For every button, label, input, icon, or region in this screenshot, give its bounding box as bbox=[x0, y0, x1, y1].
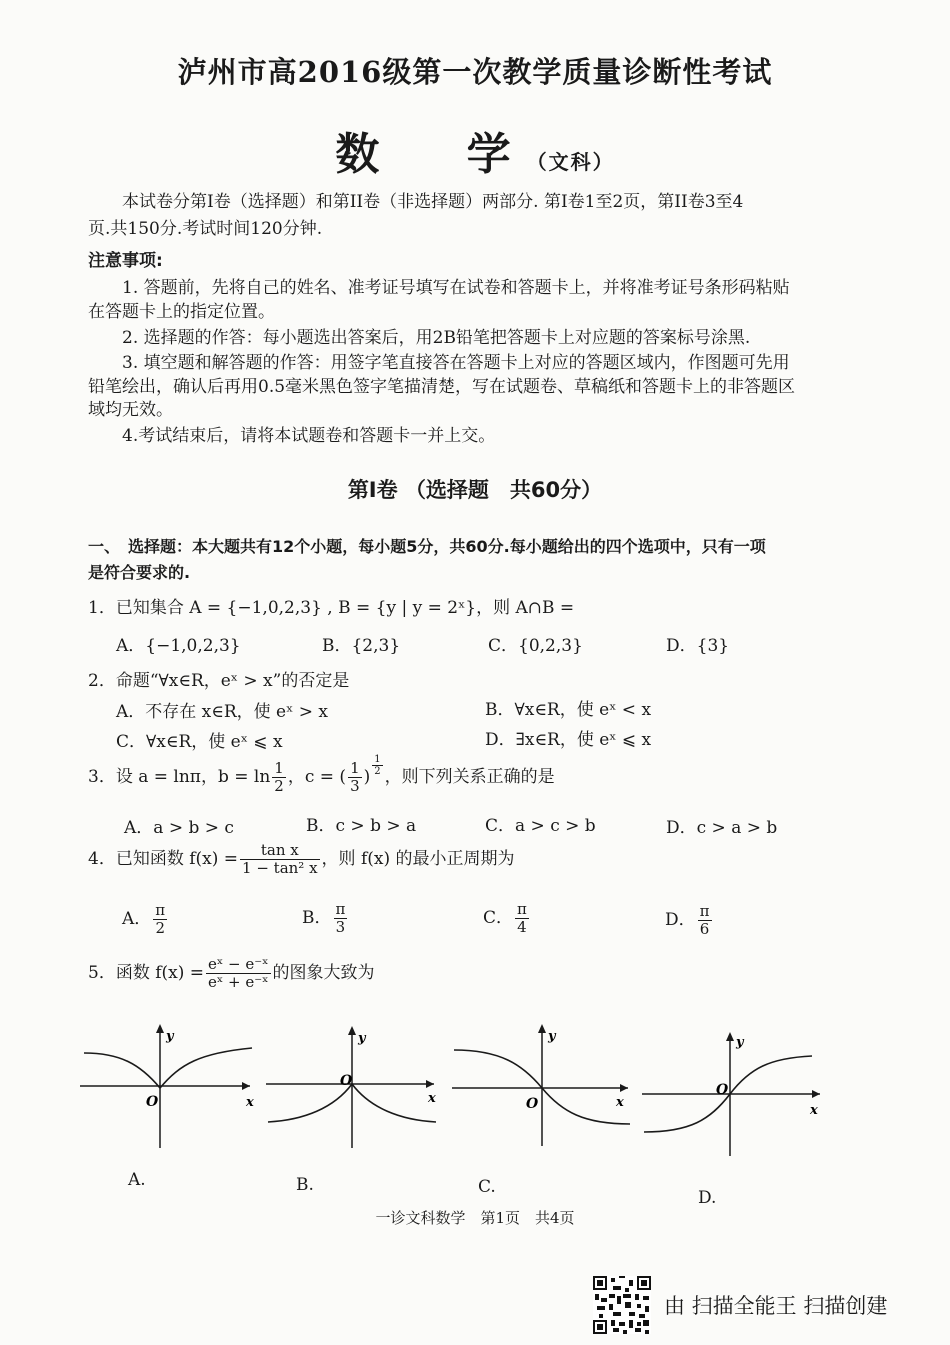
q5-graph-d-y: y bbox=[736, 1035, 744, 1050]
q5-graph-d-label: D. bbox=[698, 1188, 717, 1208]
q3-third-num: 1 bbox=[350, 759, 360, 777]
q5-graph-d bbox=[640, 1028, 830, 1158]
q2-option-d: D．∃x∈R，使 eˣ ⩽ x bbox=[485, 730, 652, 750]
notice-heading: 注意事项: bbox=[88, 251, 163, 271]
q4-b-label: B． bbox=[302, 908, 332, 928]
section-instructions-b: 是符合要求的. bbox=[88, 563, 191, 582]
q4-d-den: 6 bbox=[699, 920, 710, 938]
q5-graph-b-label: B. bbox=[296, 1175, 314, 1195]
q4-a-den: 2 bbox=[155, 919, 165, 937]
q4-c-num: π bbox=[517, 900, 527, 918]
q5-graph-d-x: x bbox=[810, 1103, 818, 1118]
subject-title bbox=[0, 118, 950, 182]
q4-c-label: C． bbox=[483, 908, 514, 928]
q5-text-1: 5．函数 f(x) = bbox=[88, 963, 205, 983]
q5-graph-b-y: y bbox=[358, 1031, 366, 1046]
q4-a-num: π bbox=[155, 901, 166, 919]
q3-frac-half bbox=[272, 760, 286, 795]
q1-option-b: B．{2,3} bbox=[322, 636, 401, 656]
intro-line-2: 页.共150分.考试时间120分钟. bbox=[88, 219, 323, 239]
q4-d-num: π bbox=[699, 902, 710, 920]
section-title: 第I卷 （选择题 共60分） bbox=[347, 478, 603, 502]
q3-stem bbox=[88, 754, 555, 795]
q2-stem: 2．命题“∀x∈R，eˣ > x”的否定是 bbox=[88, 671, 350, 691]
q5-graph-a-x: x bbox=[246, 1095, 254, 1110]
q1-option-c: C．{0,2,3} bbox=[488, 636, 583, 656]
q5-graph-d-origin: O bbox=[716, 1082, 729, 1098]
q5-graph-b-origin: O bbox=[340, 1073, 353, 1089]
q4-a-frac bbox=[153, 902, 167, 937]
q3-option-d: D．c > a > b bbox=[666, 818, 778, 838]
q4-c-den: 4 bbox=[517, 918, 527, 936]
q1-option-a: A．{−1,0,2,3} bbox=[116, 636, 241, 656]
notice-item-4: 4.考试结束后，请将本试题卷和答题卡一并上交。 bbox=[122, 426, 496, 446]
q3-frac-third bbox=[348, 760, 362, 795]
q3-text-3: ) bbox=[363, 767, 371, 787]
q4-b-num: π bbox=[335, 900, 346, 918]
q2-option-b: B．∀x∈R，使 eˣ < x bbox=[485, 700, 652, 720]
q4-text-2: ，则 f(x) 的最小正周期为 bbox=[321, 849, 515, 869]
q5-graph-a bbox=[80, 1020, 260, 1150]
q5-graph-b-x: x bbox=[428, 1091, 436, 1106]
subject-subtitle: （文科） bbox=[526, 150, 615, 174]
q4-den: 1 − tan² x bbox=[242, 859, 318, 877]
q3-exp-den: 2 bbox=[374, 766, 381, 777]
q5-graph-c bbox=[450, 1020, 640, 1150]
q4-fraction bbox=[240, 842, 320, 877]
q3-text-1: 3．设 a = lnπ，b = ln bbox=[88, 767, 271, 787]
q5-fraction bbox=[206, 956, 271, 991]
q4-option-a bbox=[122, 902, 169, 937]
q3-half-den: 2 bbox=[274, 777, 284, 795]
qr-code-icon bbox=[593, 1276, 651, 1334]
notice-item-2: 2. 选择题的作答：每小题选出答案后，用2B铅笔把答题卡上对应题的答案标号涂黑. bbox=[122, 328, 751, 348]
q4-option-c bbox=[483, 901, 531, 936]
q1-option-d: D．{3} bbox=[666, 636, 730, 656]
q3-text-2: ，c = ( bbox=[287, 767, 347, 787]
scanner-watermark: 由 扫描全能王 扫描创建 bbox=[664, 1294, 888, 1318]
intro-line-1: 本试卷分第I卷（选择题）和第II卷（非选择题）两部分. 第I卷1至2页，第II卷3至4 bbox=[122, 192, 744, 212]
notice-item-1b: 在答题卡上的指定位置。 bbox=[88, 302, 275, 322]
exam-title: 泸州市高2016级第一次教学质量诊断性考试 bbox=[177, 55, 773, 89]
notice-item-1a: 1. 答题前，先将自己的姓名、准考证号填写在试卷和答题卡上，并将准考证号条形码粘贴 bbox=[122, 278, 790, 298]
q3-option-b: B．c > b > a bbox=[306, 816, 417, 836]
notice-item-3c: 域均无效。 bbox=[88, 400, 173, 420]
q5-graph-a-origin: O bbox=[146, 1094, 159, 1110]
q3-exp-num: 1 bbox=[374, 754, 381, 765]
q4-a-label: A． bbox=[122, 909, 152, 929]
q4-d-label: D． bbox=[665, 910, 696, 930]
q4-c-frac bbox=[515, 901, 529, 936]
q3-exponent bbox=[372, 754, 382, 777]
section-instructions-a: 一、 选择题：本大题共有12个小题，每小题5分，共60分.每小题给出的四个选项中，只有一项 bbox=[88, 537, 766, 556]
q2-option-c: C．∀x∈R，使 eˣ ⩽ x bbox=[116, 732, 283, 752]
q4-text-1: 4．已知函数 f(x) = bbox=[88, 849, 239, 869]
q3-text-4: ，则下列关系正确的是 bbox=[384, 767, 555, 787]
notice-item-3b: 铅笔绘出，确认后再用0.5毫米黑色签字笔描清楚，写在试题卷、草稿纸和答题卡上的非答题区 bbox=[88, 377, 796, 397]
q5-graph-c-label: C. bbox=[478, 1177, 496, 1197]
q3-third-den: 3 bbox=[350, 777, 360, 795]
q5-graph-a-label: A. bbox=[128, 1170, 146, 1190]
q5-den: eˣ + e⁻ˣ bbox=[208, 973, 269, 991]
q5-graph-b bbox=[264, 1022, 444, 1152]
q2-option-a: A．不存在 x∈R，使 eˣ > x bbox=[116, 702, 328, 722]
q4-d-frac bbox=[698, 903, 712, 938]
q5-stem bbox=[88, 956, 375, 991]
q5-graph-c-origin: O bbox=[526, 1096, 539, 1112]
q5-text-2: 的图象大致为 bbox=[272, 963, 375, 983]
q5-graph-c-y: y bbox=[548, 1029, 556, 1044]
q4-option-b bbox=[302, 901, 349, 936]
q3-option-a: A．a > b > c bbox=[124, 818, 234, 838]
q5-graph-c-x: x bbox=[616, 1095, 624, 1110]
q5-num: eˣ − e⁻ˣ bbox=[208, 955, 269, 973]
notice-item-3a: 3. 填空题和解答题的作答：用签字笔直接答在答题卡上对应的答题区域内，作图题可先用 bbox=[122, 353, 790, 373]
q4-stem bbox=[88, 842, 515, 877]
q4-num: tan x bbox=[240, 842, 320, 860]
subject-name: 数 学 bbox=[335, 129, 547, 180]
q3-option-c: C．a > c > b bbox=[485, 816, 596, 836]
q4-b-frac bbox=[334, 901, 348, 936]
q3-half-num: 1 bbox=[274, 759, 284, 777]
q4-option-d bbox=[665, 903, 714, 938]
page-footer: 一诊文科数学 第1页 共4页 bbox=[375, 1209, 575, 1227]
q1-stem: 1．已知集合 A = {−1,0,2,3} , B = {y | y = 2ˣ}，则 A∩B = bbox=[88, 598, 575, 618]
q4-b-den: 3 bbox=[335, 918, 346, 936]
q5-graph-a-y: y bbox=[166, 1029, 174, 1044]
